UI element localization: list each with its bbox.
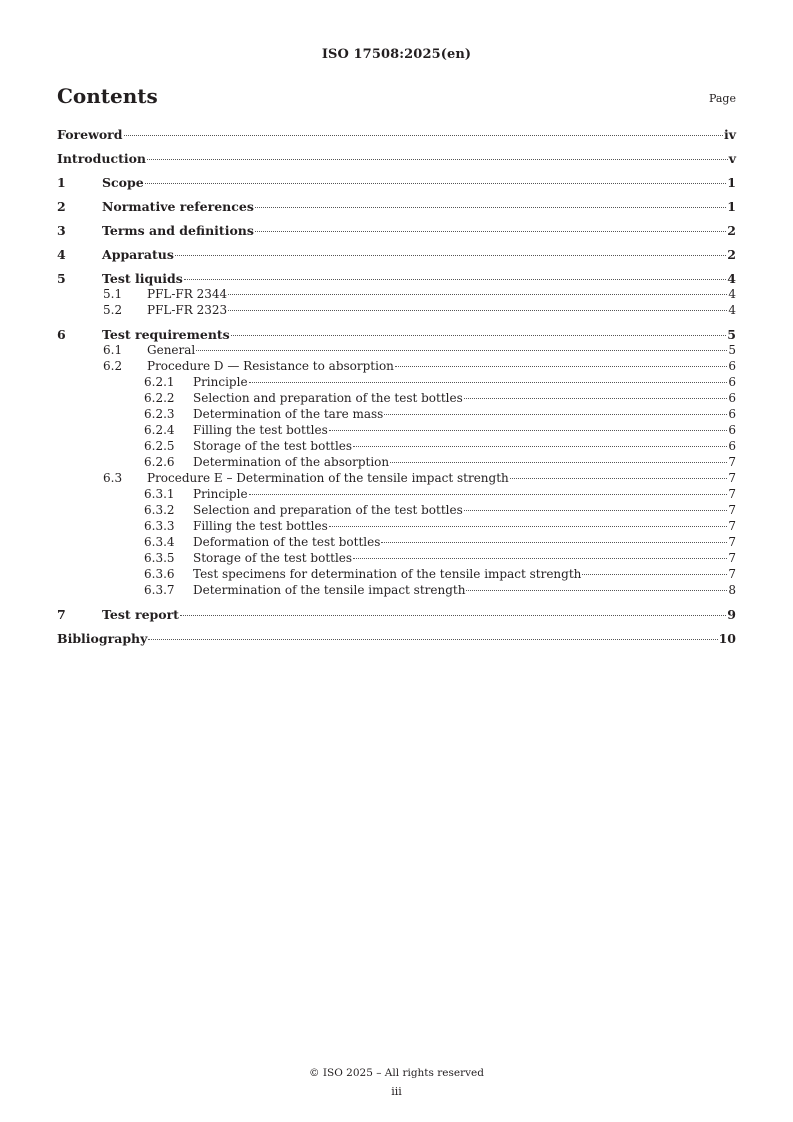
dot-leader — [228, 294, 727, 295]
toc-entry[interactable] — [57, 407, 736, 422]
toc-entry-title: Apparatus — [102, 247, 174, 262]
dot-leader — [196, 350, 727, 351]
toc-entry-title: Deformation of the test bottles — [193, 535, 381, 549]
toc-entry-number: 6.3.6 — [144, 567, 175, 581]
toc-entry-page: 4 — [727, 271, 736, 286]
toc-entry[interactable] — [57, 455, 736, 470]
toc-entry-title: Foreword — [57, 127, 123, 142]
toc-entry-page: 10 — [718, 631, 736, 646]
toc-entry-title: Normative references — [102, 199, 254, 214]
toc-entry-title: Test requirements — [102, 327, 230, 342]
toc-entry-page: 4 — [728, 303, 736, 317]
toc-entry[interactable] — [57, 423, 736, 438]
toc-entry-title: Storage of the test bottles — [193, 551, 353, 565]
contents-title: Contents — [57, 84, 158, 108]
toc-entry[interactable] — [57, 359, 736, 374]
dot-leader — [395, 366, 727, 367]
toc-entry-number: 4 — [57, 247, 66, 262]
toc-entry-number: 6.3.5 — [144, 551, 175, 565]
toc-entry-number: 6.3.1 — [144, 487, 175, 501]
dot-leader — [145, 183, 727, 184]
toc-entry[interactable] — [57, 343, 736, 358]
dot-leader — [255, 207, 726, 208]
toc-entry-number: 6.2 — [103, 359, 123, 373]
toc-entry-page: 7 — [728, 519, 736, 533]
table-of-contents — [57, 128, 736, 646]
toc-entry-page: 6 — [728, 375, 736, 389]
toc-entry[interactable] — [57, 535, 736, 550]
dot-leader — [184, 279, 726, 280]
toc-entry-title: Scope — [102, 175, 144, 190]
toc-entry-title: Filling the test bottles — [193, 519, 328, 533]
toc-entry-number: 6.2.1 — [144, 375, 175, 389]
toc-entry-page: 1 — [727, 199, 736, 214]
dot-leader — [510, 478, 728, 479]
toc-entry[interactable] — [57, 439, 736, 454]
toc-entry[interactable] — [57, 128, 736, 142]
toc-entry-title: Determination of the tare mass — [193, 407, 384, 421]
toc-entry-page: 7 — [728, 487, 736, 501]
toc-entry-number: 6.2.5 — [144, 439, 175, 453]
toc-entry-page: 7 — [728, 535, 736, 549]
toc-entry[interactable] — [57, 583, 736, 598]
toc-entry[interactable] — [57, 375, 736, 390]
toc-entry[interactable] — [57, 471, 736, 486]
toc-entry-page: 6 — [728, 391, 736, 405]
toc-entry-page: 9 — [727, 607, 736, 622]
toc-entry-title: Test report — [102, 607, 179, 622]
toc-entry-title: Filling the test bottles — [193, 423, 328, 437]
dot-leader — [381, 542, 727, 543]
toc-entry-title: Bibliography — [57, 631, 148, 646]
toc-entry-number: 5.2 — [103, 303, 123, 317]
toc-entry-title: PFL-FR 2344 — [147, 287, 228, 301]
toc-entry-page: 7 — [728, 471, 736, 485]
toc-entry-number: 6.3 — [103, 471, 123, 485]
toc-entry-title: Procedure D — Resistance to absorption — [147, 359, 394, 373]
toc-entry-page: 5 — [728, 343, 736, 357]
toc-entry[interactable] — [57, 567, 736, 582]
toc-entry-title: Determination of the absorption — [193, 455, 390, 469]
dot-leader — [231, 335, 727, 336]
toc-entry-page: 1 — [727, 175, 736, 190]
toc-entry-title: Principle — [193, 487, 248, 501]
toc-entry-title: PFL-FR 2323 — [147, 303, 228, 317]
toc-entry-title: Selection and preparation of the test bottles — [193, 503, 463, 517]
toc-entry-page: 5 — [727, 327, 736, 342]
toc-entry[interactable] — [57, 152, 736, 166]
toc-entry-number: 1 — [57, 175, 66, 190]
toc-entry[interactable] — [57, 248, 736, 262]
toc-entry-page: 4 — [728, 287, 736, 301]
toc-entry-page: 6 — [728, 407, 736, 421]
dot-leader — [147, 159, 728, 160]
toc-entry-page: iv — [723, 127, 736, 142]
dot-leader — [175, 255, 726, 256]
toc-entry-number: 7 — [57, 607, 66, 622]
dot-leader — [390, 462, 727, 463]
copyright-notice: © ISO 2025 – All rights reserved — [309, 1067, 484, 1079]
dot-leader — [466, 590, 727, 591]
toc-entry-page: 2 — [727, 223, 736, 238]
toc-entry-page: 6 — [728, 439, 736, 453]
toc-entry[interactable] — [57, 632, 736, 646]
dot-leader — [582, 574, 727, 575]
toc-entry-page: 6 — [728, 423, 736, 437]
toc-entry-page: 7 — [728, 503, 736, 517]
toc-entry-title: Procedure E – Determination of the tensile impact strength — [147, 471, 509, 485]
dot-leader — [148, 639, 717, 640]
toc-entry[interactable] — [57, 391, 736, 406]
toc-entry-page: 8 — [728, 583, 736, 597]
toc-entry-number: 6.3.4 — [144, 535, 175, 549]
document-id-header: ISO 17508:2025(en) — [321, 47, 472, 62]
dot-leader — [329, 430, 728, 431]
toc-entry-number: 3 — [57, 223, 66, 238]
dot-leader — [249, 382, 728, 383]
toc-entry-number: 6.3.2 — [144, 503, 175, 517]
toc-entry-number: 6.2.2 — [144, 391, 175, 405]
toc-entry-page: 6 — [728, 359, 736, 373]
toc-entry-page: 7 — [728, 567, 736, 581]
toc-entry[interactable] — [57, 272, 736, 286]
toc-entry-number: 6.2.4 — [144, 423, 175, 437]
toc-entry-page: 2 — [727, 247, 736, 262]
dot-leader — [353, 558, 727, 559]
toc-entry-title: Terms and definitions — [102, 223, 254, 238]
toc-entry-number: 6.3.3 — [144, 519, 175, 533]
toc-entry-title: Test liquids — [102, 271, 183, 286]
toc-entry[interactable] — [57, 487, 736, 502]
toc-entry-page: v — [728, 151, 736, 166]
dot-leader — [464, 398, 728, 399]
dot-leader — [180, 615, 726, 616]
toc-entry[interactable] — [57, 200, 736, 214]
toc-entry[interactable] — [57, 503, 736, 518]
toc-entry-title: Determination of the tensile impact strength — [193, 583, 466, 597]
toc-entry-number: 2 — [57, 199, 66, 214]
toc-entry-number: 5 — [57, 271, 66, 286]
page-column-label: Page — [708, 92, 736, 105]
dot-leader — [353, 446, 727, 447]
toc-entry-number: 6.2.3 — [144, 407, 175, 421]
toc-entry-number: 6 — [57, 327, 66, 342]
toc-entry[interactable] — [57, 608, 736, 622]
dot-leader — [255, 231, 726, 232]
toc-entry-title: Storage of the test bottles — [193, 439, 353, 453]
toc-entry-title: Selection and preparation of the test bottles — [193, 391, 463, 405]
toc-entry-number: 6.3.7 — [144, 583, 175, 597]
toc-entry-number: 6.2.6 — [144, 455, 175, 469]
dot-leader — [384, 414, 727, 415]
toc-entry-number: 6.1 — [103, 343, 123, 357]
toc-entry[interactable] — [57, 551, 736, 566]
toc-entry-number: 5.1 — [103, 287, 123, 301]
dot-leader — [124, 135, 723, 136]
toc-entry[interactable] — [57, 287, 736, 302]
dot-leader — [249, 494, 728, 495]
toc-entry[interactable] — [57, 519, 736, 534]
toc-entry[interactable] — [57, 303, 736, 318]
dot-leader — [329, 526, 728, 527]
toc-entry[interactable] — [57, 176, 736, 190]
toc-entry-page: 7 — [728, 551, 736, 565]
toc-entry-title: Test specimens for determination of the tensile impact strength — [193, 567, 582, 581]
toc-entry[interactable] — [57, 224, 736, 238]
page-number: iii — [391, 1085, 402, 1098]
toc-entry[interactable] — [57, 328, 736, 342]
dot-leader — [464, 510, 728, 511]
toc-entry-title: General — [147, 343, 196, 357]
toc-entry-page: 7 — [728, 455, 736, 469]
dot-leader — [228, 310, 727, 311]
toc-entry-title: Principle — [193, 375, 248, 389]
toc-entry-title: Introduction — [57, 151, 147, 166]
